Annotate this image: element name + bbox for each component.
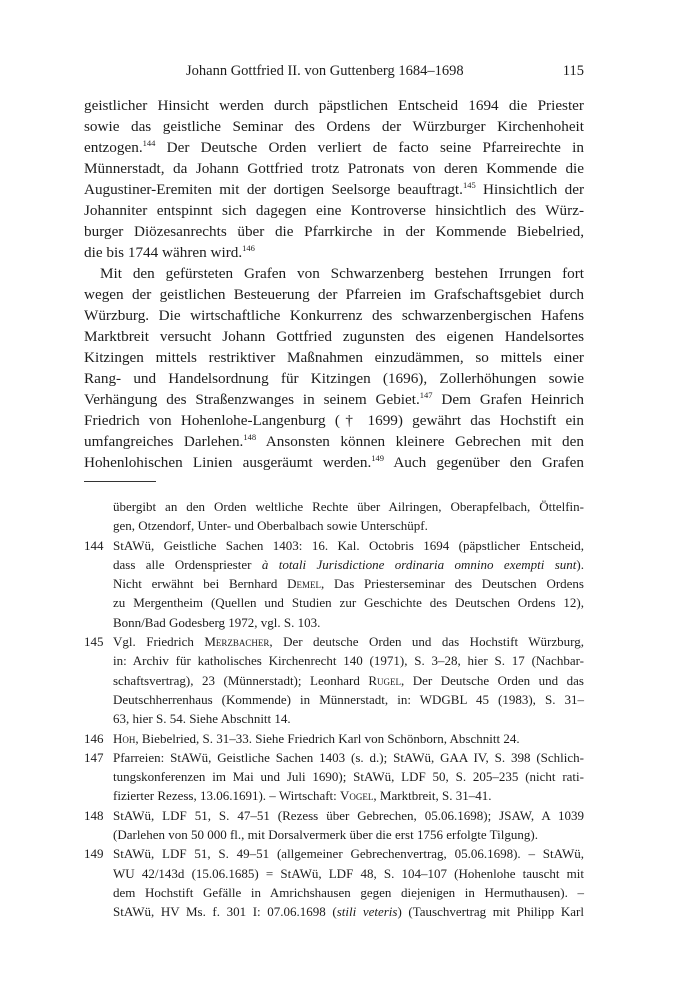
footnote-line: StAWü, LDF 51, S. 49–51 (allgemeiner Gebrechenvertrag, 05.06.1698). – StAWü, <box>113 846 584 862</box>
footnote-separator <box>84 481 156 482</box>
body-line: Friedrich von Hohenlohe-Langenburg († 1699) gewährt das Hochstift ein <box>84 412 584 429</box>
footnote-line: fizierter Rezess, 13.06.1691). – Wirtschaft: Vogel, Marktbreit, S. 31–41. <box>113 788 492 804</box>
body-line: Münnerstadt, da Johann Gottfried trotz Patronats von deren Kommende die <box>84 160 584 177</box>
body-line: Hohenlohischen Linien ausgeräumt werden.$^{149}$ Auch gegenüber den Grafen <box>84 453 584 471</box>
footnote-line: übergibt an den Orden weltliche Rechte über Ailringen, Oberapfelbach, Öttelfin- <box>113 499 584 514</box>
footnote-ref-149[interactable]: 149 <box>371 453 385 463</box>
body-line: burger Diözesanrechts über die Pfarrkirche in der Kommende Biebelried, <box>84 223 584 240</box>
body-line: umfangreiches Darlehen.$^{148}$ Ansonsten können kleinere Gebrechen mit den <box>84 432 584 450</box>
footnote-line: in: Archiv für katholisches Kirchenrecht 140 (1971), S. 3–28, hier S. 17 (Nachbar- <box>113 653 584 669</box>
footnote-line: (Darlehen von 50 000 fl., mit Dorsalvermerk über die erst 1756 erfolgte Tilgung). <box>113 827 538 843</box>
body-line: wegen der geistlichen Besteuerung der Pfarreien im Grafschaftsgebiet durch <box>84 286 584 303</box>
footnote-line: Vgl. Friedrich Merzbacher, Der deutsche Orden und das Hochstift Würzburg, <box>113 634 584 650</box>
footnote-number: 147 <box>84 749 104 765</box>
body-line: Rang- und Handelsordnung für Kitzingen (1696), Zollerhöhungen sowie <box>84 370 584 387</box>
body-line: Verhängung des Straßenzwanges in seinem Gebiet.$^{147}$ Dem Grafen Heinrich <box>84 390 584 408</box>
footnote-ref-147[interactable]: 147 <box>419 390 433 400</box>
footnote-line: Pfarreien: StAWü, Geistliche Sachen 1403 (s. d.); StAWü, GAA IV, S. 398 (Schlich- <box>113 749 584 765</box>
footnote-line: Hoh, Biebelried, S. 31–33. Siehe Friedrich Karl von Schönborn, Abschnitt 24. <box>113 730 520 746</box>
body-text <box>84 95 584 473</box>
footnote-line: dass alle Ordenspriester à totali Jurisdictione ordinaria omnino exempti sunt). <box>113 556 584 572</box>
footnote-line: 63, hier S. 54. Siehe Abschnitt 14. <box>113 711 291 727</box>
footnote-continuation <box>84 497 584 536</box>
footnote-148 <box>84 806 584 845</box>
footnote-144 <box>84 536 584 632</box>
footnote-number: 144 <box>84 537 104 553</box>
footnote-line: schaftsvertrag), 23 (Münnerstadt); Leonhard Rugel, Der Deutsche Orden und das <box>113 672 584 688</box>
footnote-number: 148 <box>84 807 104 823</box>
footnote-line: zu Mergentheim (Quellen und Studien zur Geschichte des Deutschen Ordens 12), <box>113 595 584 611</box>
footnote-number: 145 <box>84 634 104 650</box>
body-line: Marktbreit versucht Johann Gottfried zugunsten des eigenen Handelsortes <box>84 328 584 345</box>
footnote-line: Nicht erwähnt bei Bernhard Demel, Das Priesterseminar des Deutschen Ordens <box>113 576 584 592</box>
running-title: Johann Gottfried II. von Guttenberg 1684–1698 <box>186 63 464 79</box>
running-head <box>84 62 584 80</box>
footnote-line: dem Hochstift Gefälle in Amrichshausen gegen diejenigen in Hermuthausen). – <box>113 884 584 900</box>
body-line: Johanniter entspinnt sich dagegen eine Kontroverse hinsichtlich des Würz- <box>84 202 584 219</box>
page-number: 115 <box>562 63 584 79</box>
footnote-ref-144[interactable]: 144 <box>142 138 156 148</box>
footnote-149 <box>84 844 584 921</box>
footnote-line: tungskonferenzen im Mai und Juli 1690); StAWü, LDF 50, S. 205–235 (nicht rati- <box>113 769 584 785</box>
footnote-line: StAWü, LDF 51, S. 47–51 (Rezess über Gebrechen, 05.06.1698); JSAW, A 1039 <box>113 807 584 823</box>
footnote-ref-148[interactable]: 148 <box>243 432 257 442</box>
footnote-number: 149 <box>84 846 104 862</box>
body-line: Mit den gefürsteten Grafen von Schwarzenberg bestehen Irrungen fort <box>100 265 584 282</box>
footnote-line: StAWü, HV Ms. f. 301 I: 07.06.1698 (stili veteris) (Tauschvertrag mit Philipp Karl <box>113 904 584 920</box>
footnote-145 <box>84 632 584 728</box>
footnotes <box>84 497 584 922</box>
body-line: Kitzingen mittels restriktiver Maßnahmen einzudämmen, so mittels einer <box>84 349 584 366</box>
body-line: entzogen.$^{144}$ Der Deutsche Orden verliert de facto seine Pfarreirechte in <box>84 138 584 156</box>
footnote-147 <box>84 748 584 806</box>
footnote-number: 146 <box>84 730 104 746</box>
body-line: geistlicher Hinsicht werden durch päpstlichen Entscheid 1694 die Priester <box>84 97 584 114</box>
footnote-line: Bonn/Bad Godesberg 1972, vgl. S. 103. <box>113 614 321 630</box>
footnote-ref-145[interactable]: 145 <box>462 180 476 190</box>
footnote-ref-146[interactable]: 146 <box>242 243 255 253</box>
body-line: sowie das geistliche Seminar des Ordens der Würzburger Kirchenhoheit <box>84 118 584 135</box>
footnote-line: Deutschherrenhaus (Kommende) in Münnerstadt, in: WDGBL 45 (1983), S. 31– <box>113 691 584 707</box>
body-line: Würzburg. Die wirtschaftliche Konkurrenz des schwarzenbergischen Hafens <box>84 307 584 324</box>
body-line: Augustiner-Eremiten mit der dortigen Seelsorge beauftragt.$^{145}$ Hinsichtlich der <box>84 180 584 198</box>
footnote-line: StAWü, Geistliche Sachen 1403: 16. Kal. Octobris 1694 (päpstlicher Entscheid, <box>113 537 584 553</box>
footnote-line: gen, Otzendorf, Unter- und Oberbalbach sowie Unterschüpf. <box>113 518 428 534</box>
footnote-line: WU 42/143d (15.06.1685) = StAWü, LDF 48, S. 104–107 (Hohenlohe tauscht mit <box>113 865 584 881</box>
body-line: die bis 1744 währen wird.$^{146}$ <box>84 243 255 261</box>
footnote-146 <box>84 729 584 748</box>
